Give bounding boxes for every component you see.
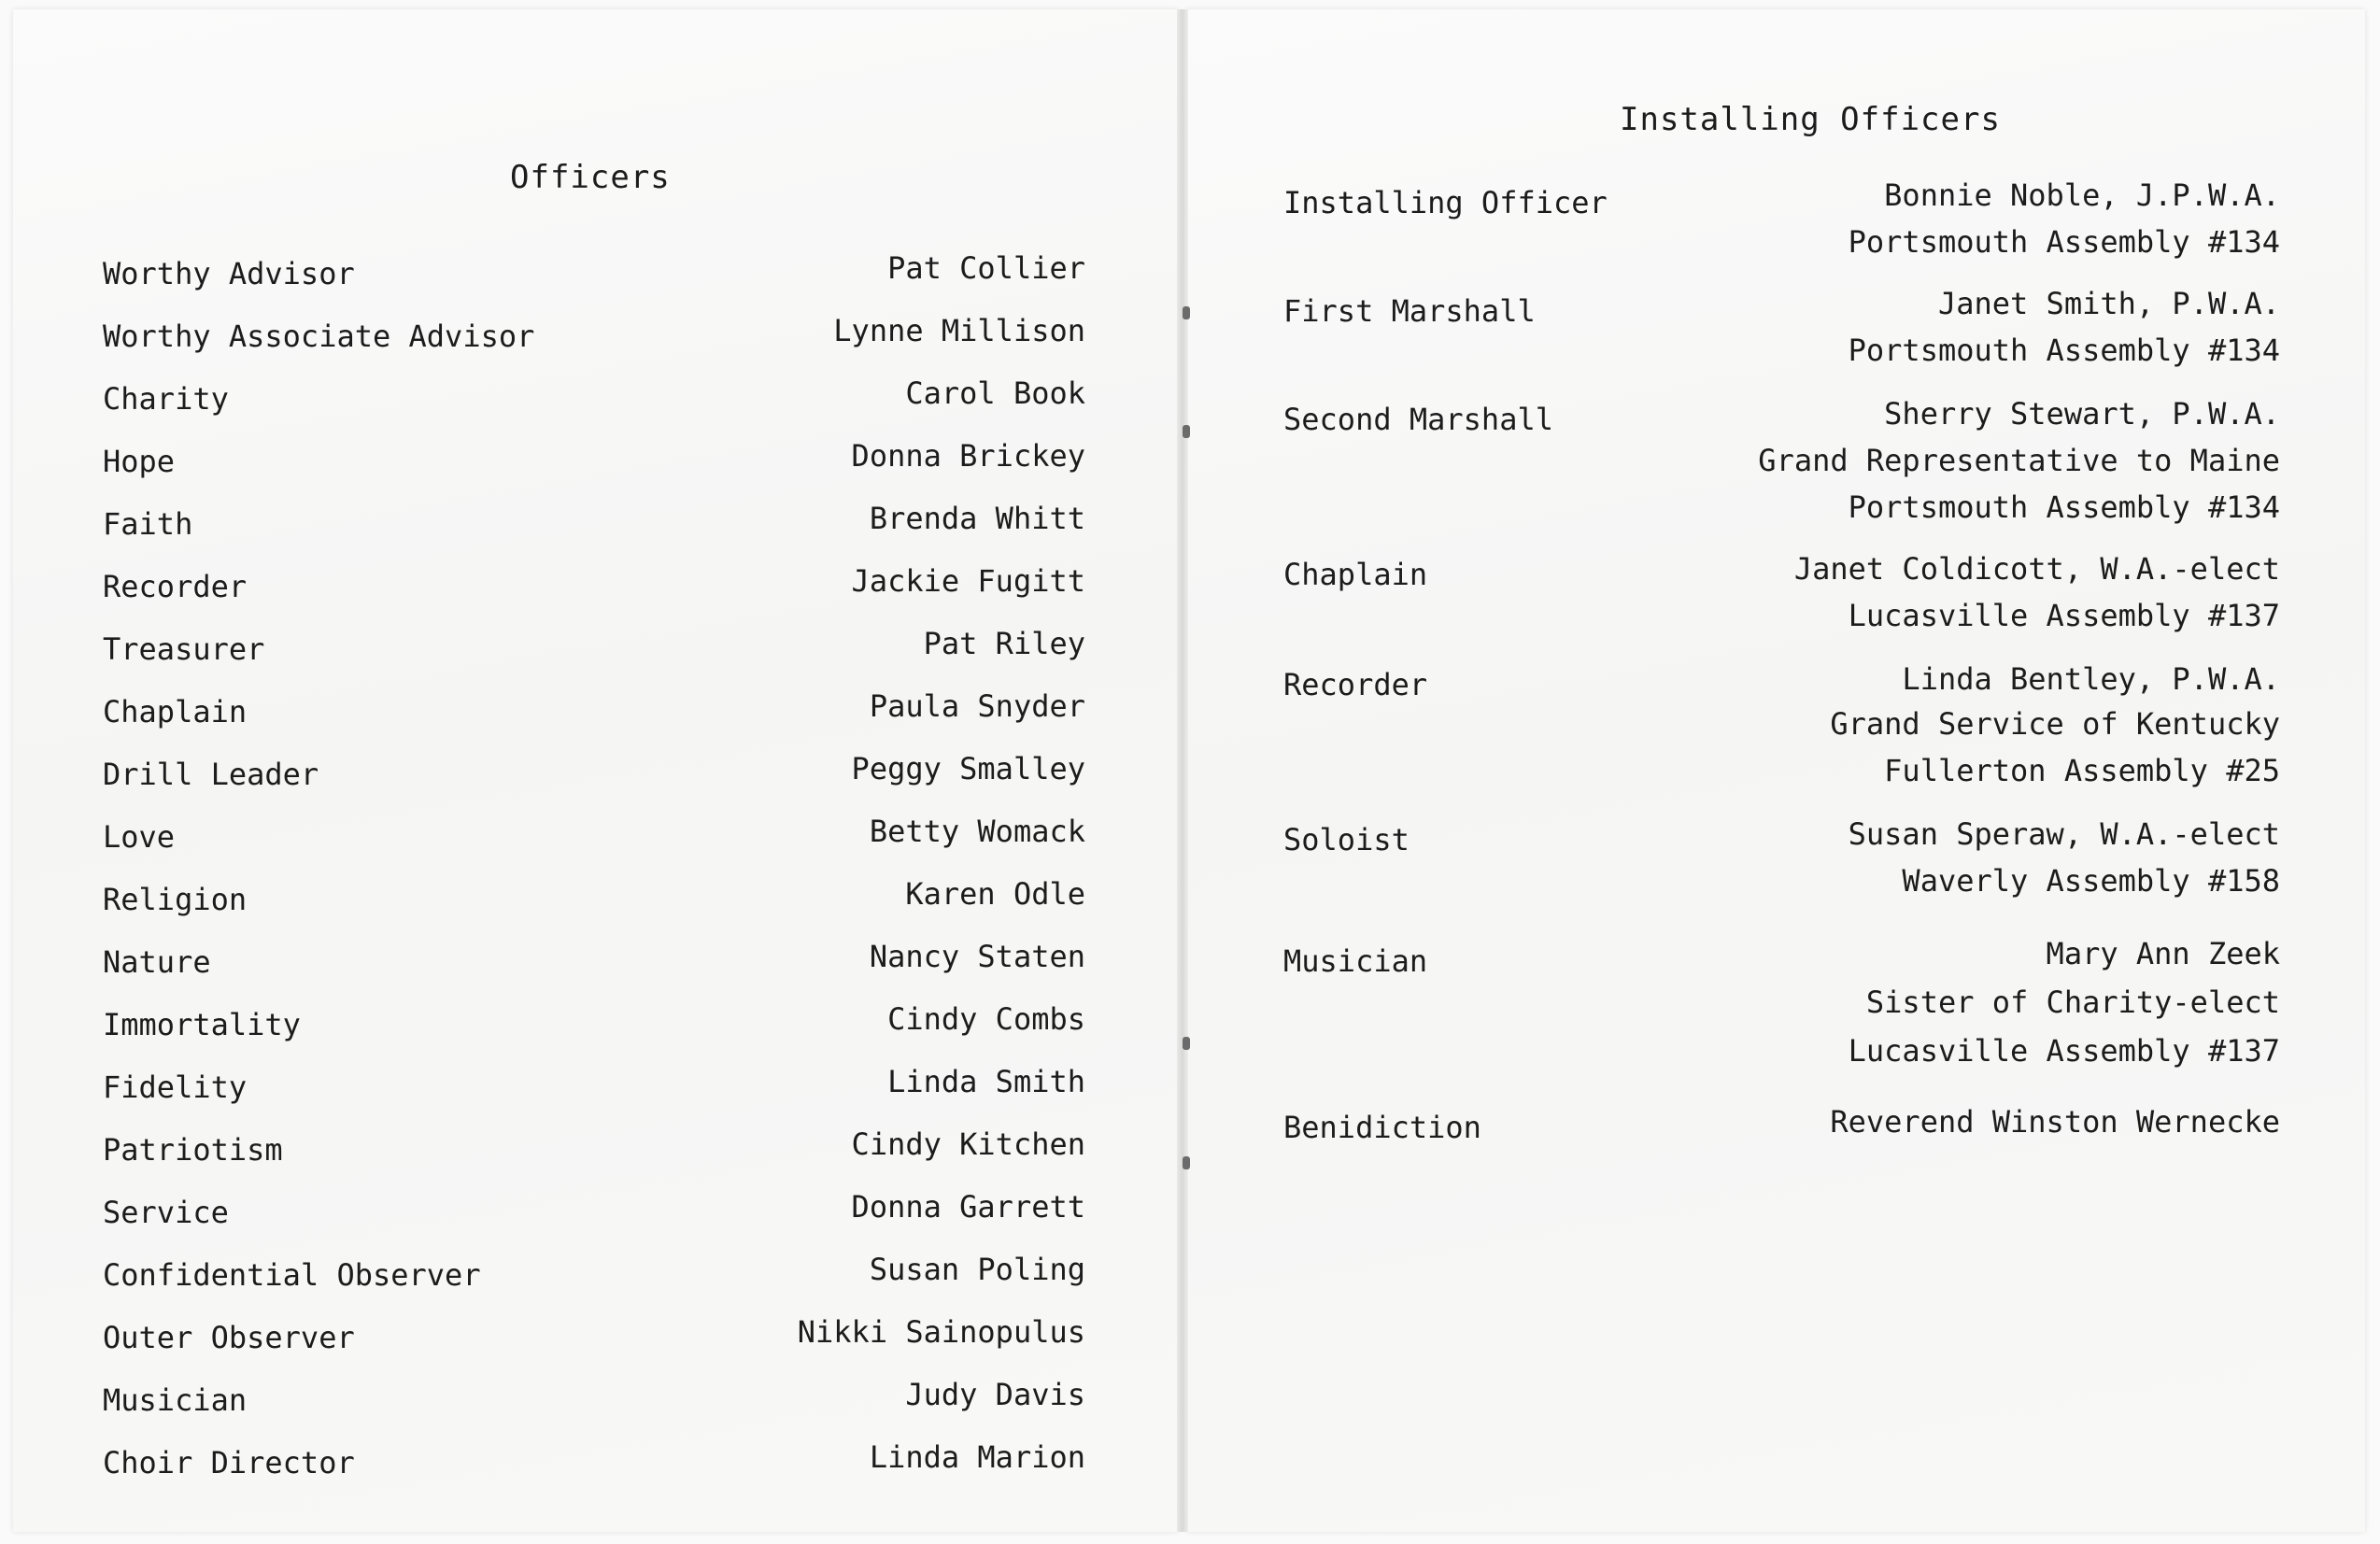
- officer-role: Charity: [103, 381, 229, 417]
- officer-role: Drill Leader: [103, 757, 319, 792]
- officer-name: Pat Riley: [923, 626, 1085, 661]
- installing-detail: Linda Bentley, P.W.A.: [1902, 661, 2280, 697]
- installing-detail: Portsmouth Assembly #134: [1848, 333, 2280, 368]
- officer-name: Peggy Smalley: [851, 751, 1085, 786]
- officer-name: Donna Brickey: [851, 438, 1085, 474]
- installing-detail: Grand Representative to Maine: [1758, 443, 2280, 478]
- officer-name: Jackie Fugitt: [851, 563, 1085, 599]
- installing-officers-heading: Installing Officers: [1620, 101, 2001, 138]
- officer-name: Betty Womack: [869, 814, 1085, 849]
- installing-detail: Portsmouth Assembly #134: [1848, 489, 2280, 525]
- installing-detail: Waverly Assembly #158: [1902, 863, 2280, 899]
- installing-role: Second Marshall: [1283, 402, 1553, 437]
- installing-detail: Lucasville Assembly #137: [1848, 1033, 2280, 1069]
- officer-role: Confidential Observer: [103, 1257, 481, 1293]
- officer-role: Nature: [103, 944, 211, 980]
- officer-role: Treasurer: [103, 631, 265, 667]
- installing-role: First Marshall: [1283, 293, 1536, 329]
- officer-name: Susan Poling: [869, 1252, 1085, 1287]
- installing-detail: Sherry Stewart, P.W.A.: [1884, 396, 2280, 432]
- officer-name: Donna Garrett: [851, 1189, 1085, 1225]
- officer-name: Nikki Sainopulus: [797, 1314, 1085, 1350]
- officer-name: Karen Odle: [905, 876, 1085, 912]
- officer-name: Nancy Staten: [869, 939, 1085, 974]
- officer-name: Brenda Whitt: [869, 501, 1085, 536]
- officer-role: Hope: [103, 444, 176, 479]
- installing-role: Recorder: [1283, 667, 1428, 702]
- officer-role: Recorder: [103, 569, 248, 604]
- installing-detail: Susan Speraw, W.A.-elect: [1848, 816, 2280, 852]
- officer-role: Choir Director: [103, 1445, 355, 1480]
- officer-role: Worthy Advisor: [103, 256, 355, 291]
- installing-detail: Fullerton Assembly #25: [1884, 753, 2280, 788]
- installing-detail: Janet Smith, P.W.A.: [1937, 286, 2280, 321]
- officer-name: Cindy Combs: [887, 1001, 1085, 1037]
- installing-detail: Bonnie Noble, J.P.W.A.: [1884, 177, 2280, 213]
- officer-role: Love: [103, 819, 176, 855]
- installing-detail: Janet Coldicott, W.A.-elect: [1793, 551, 2280, 587]
- officers-heading: Officers: [510, 159, 671, 196]
- officer-role: Worthy Associate Advisor: [103, 319, 535, 354]
- installing-role: Benidiction: [1283, 1110, 1481, 1145]
- officer-role: Outer Observer: [103, 1320, 355, 1355]
- installing-detail: Lucasville Assembly #137: [1848, 598, 2280, 633]
- officer-role: Faith: [103, 506, 193, 542]
- installing-role: Chaplain: [1283, 557, 1428, 592]
- officer-role: Fidelity: [103, 1069, 248, 1105]
- installing-role: Soloist: [1283, 822, 1410, 857]
- officer-role: Religion: [103, 882, 248, 917]
- installing-detail: Portsmouth Assembly #134: [1848, 224, 2280, 260]
- officer-role: Service: [103, 1195, 229, 1230]
- officer-name: Paula Snyder: [869, 688, 1085, 724]
- installing-detail: Sister of Charity-elect: [1865, 984, 2280, 1020]
- officer-name: Linda Marion: [869, 1439, 1085, 1475]
- officer-role: Patriotism: [103, 1132, 283, 1168]
- officer-name: Linda Smith: [887, 1064, 1085, 1099]
- installing-detail: Mary Ann Zeek: [2046, 936, 2280, 971]
- officer-role: Musician: [103, 1382, 248, 1418]
- staple-mark: [1183, 306, 1190, 319]
- officer-name: Pat Collier: [887, 250, 1085, 286]
- officer-name: Cindy Kitchen: [851, 1126, 1085, 1162]
- officer-role: Chaplain: [103, 694, 248, 730]
- center-fold: [1177, 9, 1188, 1532]
- staple-mark: [1183, 1037, 1190, 1050]
- officer-name: Judy Davis: [905, 1377, 1085, 1412]
- staple-mark: [1183, 1156, 1190, 1169]
- installing-detail: Reverend Winston Wernecke: [1830, 1104, 2280, 1140]
- installing-role: Musician: [1283, 943, 1428, 979]
- officer-name: Lynne Millison: [833, 313, 1085, 348]
- officer-role: Immortality: [103, 1007, 301, 1042]
- installing-role: Installing Officer: [1283, 185, 1608, 220]
- officer-name: Carol Book: [905, 375, 1085, 411]
- staple-mark: [1183, 425, 1190, 438]
- installing-detail: Grand Service of Kentucky: [1830, 706, 2280, 742]
